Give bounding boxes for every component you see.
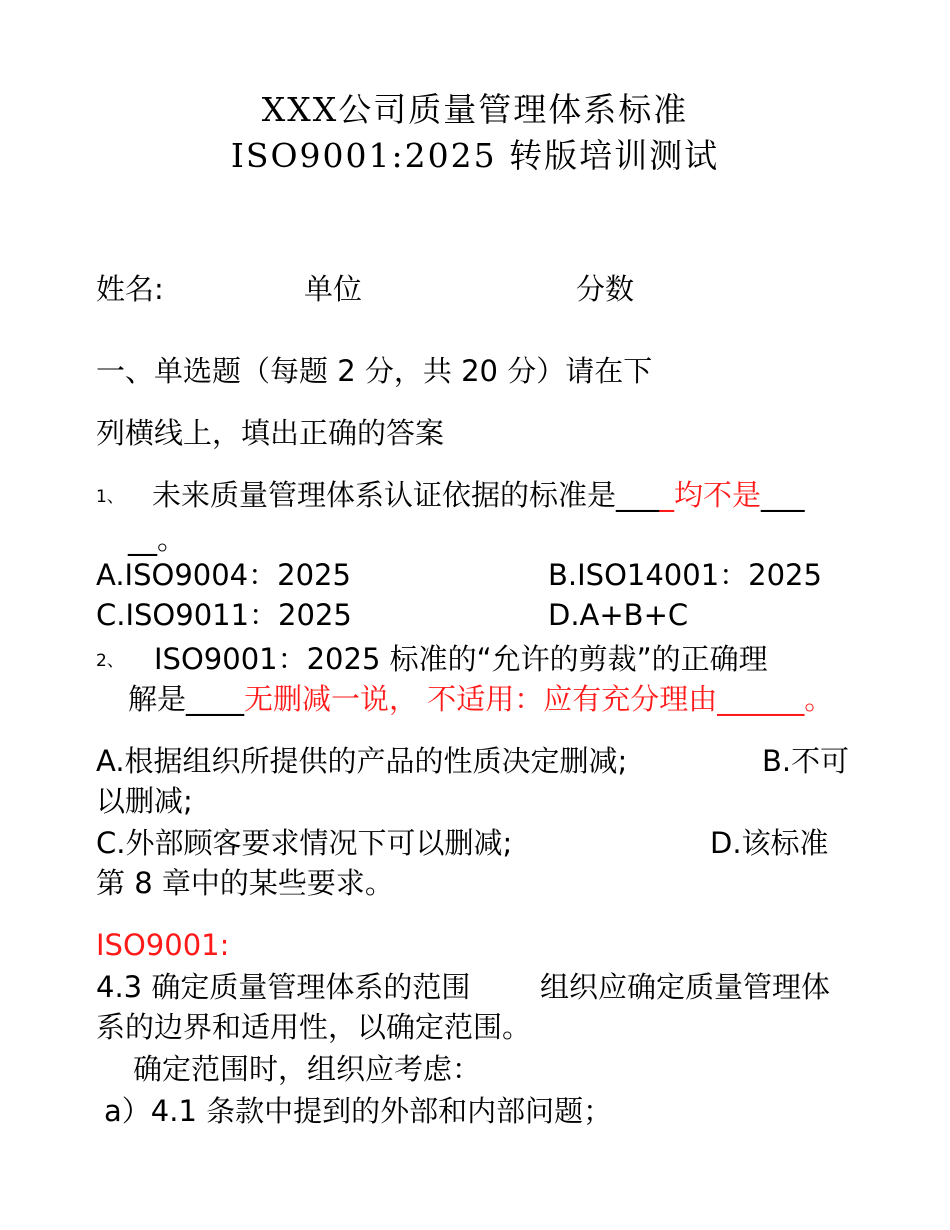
document-title-line2: ISO9001:2025 转版培训测试 (230, 136, 720, 175)
info-fields-row (96, 270, 856, 308)
question-2-line1 (96, 640, 768, 680)
question-1-answer: _均不是 (659, 478, 762, 512)
question-1-option-c: C.ISO9011：2025 (96, 598, 352, 632)
question-2-answer: 无删减一说， 不适用：应有充分理由______。 (244, 682, 834, 716)
question-1-option-d: D.A+B+C (548, 598, 689, 632)
question-2-option-d-continued: 第 8 章中的某些要求。 (96, 866, 394, 900)
question-1-line2: __。 (128, 522, 187, 556)
section-heading-line1: 一、单选题（每题 2 分，共 20 分）请在下 (96, 354, 653, 388)
question-2-line2 (128, 680, 833, 718)
reference-heading: ISO9001: (96, 928, 230, 962)
reference-line1-right: 组织应确定质量管理体 (540, 970, 831, 1004)
reference-line4: a）4.1 条款中提到的外部和内部问题； (104, 1094, 613, 1128)
document-title-line1: XXX公司质量管理体系标准 (261, 90, 689, 129)
reference-line1-left: 4.3 确定质量管理体系的范围 (96, 970, 471, 1004)
section-heading-line2: 列横线上，填出正确的答案 (96, 416, 445, 450)
question-1-option-b: B.ISO14001：2025 (548, 558, 822, 592)
reference-line3: 确定范围时，组织应考虑： (133, 1052, 482, 1086)
question-2-option-d: D.该标准 (710, 826, 829, 860)
reference-line2: 系的边界和适用性，以确定范围。 (96, 1010, 532, 1044)
question-2-number: 2、 (96, 651, 124, 671)
score-field-label: 分数 (576, 272, 635, 306)
question-1-line1 (96, 476, 805, 516)
question-2-option-a: A.根据组织所提供的产品的性质决定删减; (96, 744, 628, 778)
question-2-option-b: B.不可 (762, 744, 850, 778)
question-1-option-a: A.ISO9004：2025 (96, 558, 351, 592)
unit-field-label: 单位 (304, 272, 363, 306)
name-field-label: 姓名: (96, 272, 164, 306)
question-2-stem-line1: ISO9001：2025 标准的“允许的剪裁”的正确理 (154, 642, 768, 676)
question-1-stem: 未来质量管理体系认证依据的标准是___ (152, 478, 660, 512)
question-2-stem-line2: 解是____ (128, 682, 245, 716)
question-1-blank-tail: ___ (761, 478, 805, 512)
question-1-number: 1、 (96, 487, 124, 507)
question-2-option-c: C.外部顾客要求情况下可以删减; (96, 826, 513, 860)
question-2-option-b-continued: 以删减; (96, 784, 193, 818)
